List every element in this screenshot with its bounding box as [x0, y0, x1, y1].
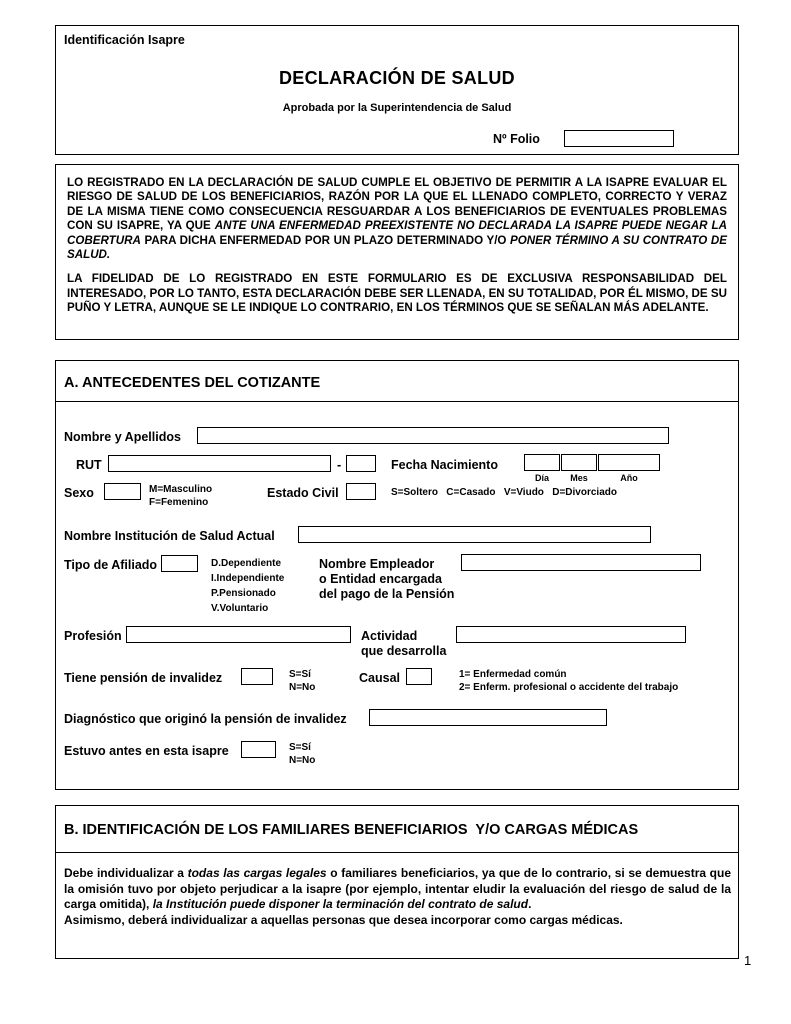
- rut-dash: -: [337, 458, 342, 472]
- fecha-dia-input[interactable]: [524, 454, 560, 471]
- notice-p1-seg4-italic: PONER TÉRMINO A SU CONTRATO DE SALUD.: [67, 233, 728, 262]
- section-b-divider: [56, 852, 738, 853]
- estuvo-code-no: N=No: [289, 755, 316, 766]
- nombre-apellidos-label: Nombre y Apellidos: [64, 430, 181, 444]
- estuvo-antes-label: Estuvo antes en esta isapre: [64, 744, 229, 758]
- fecha-ano-input[interactable]: [598, 454, 660, 471]
- fecha-mes-input[interactable]: [561, 454, 597, 471]
- empleador-input[interactable]: [461, 554, 701, 571]
- folio-label: Nº Folio: [493, 132, 540, 146]
- tipo-code-voluntario: V.Voluntario: [211, 603, 269, 614]
- fecha-mes-caption: Mes: [570, 473, 588, 483]
- tipo-afiliado-label: Tipo de Afiliado: [64, 558, 158, 572]
- pension-invalidez-input[interactable]: [241, 668, 273, 685]
- pension-code-si: S=Sí: [289, 669, 311, 680]
- section-b-p1-seg4-italic: la Institución puede disponer la terminación del contrato de salud: [152, 897, 529, 911]
- tipo-code-independiente: I.Independiente: [211, 573, 285, 584]
- section-a-heading: A. ANTECEDENTES DEL COTIZANTE: [64, 375, 321, 391]
- estado-civil-label: Estado Civil: [267, 486, 339, 500]
- notice-p1-seg1: LO REGISTRADO EN LA DECLARACIÓN DE SALUD CUMPLE EL OBJETIVO DE PERMITIR A LA ISAPRE EVALUAR EL RIESGO DE SALUD DE LOS BENEFICIARIOS, RAZÓN POR LA QUE EL LLENADO COMPLETO, CORRECTO Y VERAZ DE LA MISMA TIENE COMO CONSECUENCIA RESGUARDAR A LOS BENEFICIARIOS DE EVENTUALES PROBLEMAS CON SU ISAPRE, YA QUE: [67, 176, 727, 233]
- tipo-code-dependiente: D.Dependiente: [211, 558, 282, 569]
- section-a-divider: [56, 401, 738, 402]
- estado-civil-input[interactable]: [346, 483, 376, 500]
- institucion-input[interactable]: [298, 526, 651, 543]
- section-b-box: [55, 805, 739, 959]
- form-title: DECLARACIÓN DE SALUD: [278, 68, 515, 88]
- nombre-apellidos-input[interactable]: [197, 427, 669, 444]
- estuvo-antes-input[interactable]: [241, 741, 276, 758]
- section-b-p1-seg5: .: [528, 897, 532, 911]
- tipo-afiliado-input[interactable]: [161, 555, 198, 572]
- pension-code-no: N=No: [289, 682, 316, 693]
- rut-input[interactable]: [108, 455, 331, 472]
- notice-paragraph-2: LA FIDELIDAD DE LO REGISTRADO EN ESTE FORMULARIO ES DE EXCLUSIVA RESPONSABILIDAD DEL INTERESADO, POR LO TANTO, ESTA DECLARACIÓN DEBE SER LLENADA, EN SU TOTALIDAD, POR ÉL MISMO, DE SU PUÑO Y LETRA, AUNQUE SE LE INDIQUE LO CONTRARIO, EN LOS TÉRMINOS QUE SE SEÑALAN MÁS ADELANTE.: [67, 272, 727, 315]
- section-b-paragraph-2: Asimismo, deberá individualizar a aquellas personas que desea incorporar como cargas médicas.: [64, 912, 623, 927]
- sexo-code-m: M=Masculino: [149, 484, 213, 495]
- form-subtitle: Aprobada por la Superintendencia de Salud: [282, 102, 512, 114]
- notice-box: [55, 164, 739, 340]
- empleador-label-line1: Nombre Empleador: [319, 557, 435, 571]
- estado-civil-codes: S=Soltero C=Casado V=Viudo D=Divorciado: [391, 487, 617, 498]
- section-b-heading: B. IDENTIFICACIÓN DE LOS FAMILIARES BENEFICIARIOS Y/O CARGAS MÉDICAS: [64, 822, 639, 838]
- section-a-box: [55, 360, 739, 790]
- diagnostico-label: Diagnóstico que originó la pensión de invalidez: [64, 712, 347, 726]
- section-b-paragraph: [64, 866, 731, 928]
- causal-input[interactable]: [406, 668, 432, 685]
- rut-dv-input[interactable]: [346, 455, 376, 472]
- causal-code-1: 1= Enfermedad común: [459, 669, 567, 680]
- header-box: [55, 25, 739, 155]
- empleador-label-line3: del pago de la Pensión: [319, 587, 455, 601]
- notice-paragraph-1: [67, 176, 727, 262]
- profesion-input[interactable]: [126, 626, 351, 643]
- section-b-p1-seg1: Debe individualizar a: [64, 866, 188, 880]
- actividad-label-line1: Actividad: [361, 629, 418, 643]
- folio-input[interactable]: [564, 130, 674, 147]
- section-b-p1-seg2-italic: todas las cargas legales: [187, 866, 327, 880]
- fecha-dia-caption: Día: [534, 473, 549, 483]
- diagnostico-input[interactable]: [369, 709, 607, 726]
- fecha-nacimiento-label: Fecha Nacimiento: [391, 458, 498, 472]
- estuvo-code-si: S=Sí: [289, 742, 311, 753]
- page-number: 1: [744, 953, 752, 968]
- actividad-label-line2: que desarrolla: [361, 644, 447, 658]
- section-b-p1-seg3: o familiares beneficiarios, ya que de lo contrario, si se demuestra que la omisión tuvo por objeto perjudicar a la isapre (por ejemplo, intentar eludir la evaluación del riesgo de salud de la carga omitida),: [64, 866, 732, 911]
- section-b-paragraph-1: [64, 866, 731, 913]
- pension-invalidez-label: Tiene pensión de invalidez: [64, 671, 223, 685]
- empleador-label-line2: o Entidad encargada: [319, 572, 442, 586]
- institucion-label: Nombre Institución de Salud Actual: [64, 529, 275, 543]
- sexo-code-f: F=Femenino: [149, 497, 209, 508]
- fecha-ano-caption: Año: [620, 473, 638, 483]
- notice-p1-seg3: PARA DICHA ENFERMEDAD POR UN PLAZO DETERMINADO Y/O: [140, 233, 511, 247]
- causal-code-2: 2= Enferm. profesional o accidente del trabajo: [459, 682, 679, 693]
- sexo-input[interactable]: [104, 483, 141, 500]
- tipo-code-pensionado: P.Pensionado: [211, 588, 276, 599]
- profesion-label: Profesión: [64, 629, 122, 643]
- isapre-id-label: Identificación Isapre: [64, 33, 185, 47]
- notice-p1-seg2-italic: ANTE UNA ENFERMEDAD PREEXISTENTE NO DECLARADA LA ISAPRE PUEDE NEGAR LA COBERTURA: [67, 219, 727, 247]
- rut-label: RUT: [76, 458, 102, 472]
- sexo-label: Sexo: [64, 486, 94, 500]
- actividad-input[interactable]: [456, 626, 686, 643]
- causal-label: Causal: [359, 671, 400, 685]
